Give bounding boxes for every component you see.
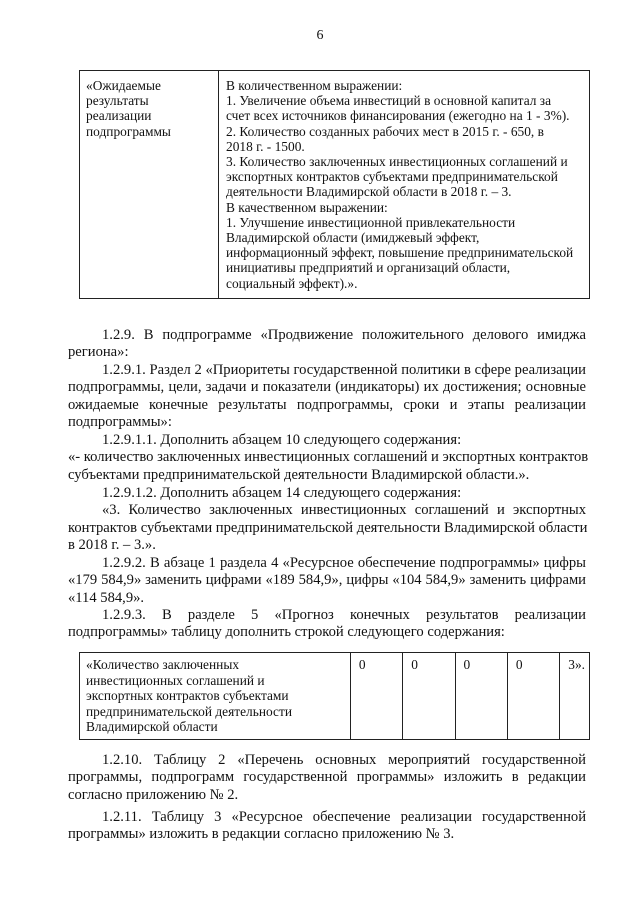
content-line: В качественном выражении: (226, 199, 388, 215)
paragraph-1-2-10 (68, 752, 586, 804)
paragraph-line: контрактов субъектами предпринимательской деятельности Владимирской области (68, 519, 588, 536)
expected-results-content-cell (219, 71, 590, 299)
paragraph-1-2-11 (68, 809, 586, 844)
paragraph-1-2-9-1 (68, 362, 586, 432)
paragraph-line: программы, подпрограмм государственной программы» изложить в редакции (68, 769, 586, 786)
paragraph-line: 1.2.11. Таблицу 3 «Ресурсное обеспечение реализации государственной (102, 809, 586, 825)
paragraph-line: «- количество заключенных инвестиционных соглашений и экспортных контрактов (68, 449, 589, 466)
content-line: экспортных контрактов субъектами предпринимательской (226, 169, 558, 185)
content-line: инициативы предприятий и организаций области, (226, 260, 511, 276)
content-line: 2018 г. - 1500. (226, 138, 305, 154)
paragraph-1-2-9 (68, 327, 586, 362)
indicator-line: экспортных контрактов субъектами (86, 688, 289, 704)
paragraph-1-2-9-2 (68, 555, 586, 607)
paragraph-line: в 2018 г. – 3.». (68, 537, 156, 554)
paragraph-line: 1.2.9.1.2. Дополнить абзацем 14 следующего содержания: (102, 485, 462, 501)
paragraph-1-2-9-1-2 (68, 485, 586, 555)
label-line: подпрограммы (86, 123, 171, 139)
paragraph-line: 1.2.10. Таблицу 2 «Перечень основных мероприятий государственной (102, 752, 586, 768)
paragraph-line: подпрограммы, цели, задачи и показатели (индикаторы) их достижения; основные (68, 379, 586, 396)
indicator-line: предпринимательской деятельности (86, 703, 292, 719)
content-line: 2. Количество созданных рабочих мест в 2015 г. - 650, в (226, 123, 544, 139)
paragraph-line: «179 584,9» заменить цифрами «189 584,9», цифры «104 584,9» заменить цифрами (68, 572, 586, 589)
paragraph-line: согласно приложению № 2. (68, 786, 239, 803)
content-line: Владимирской области (имиджевый эффект, (226, 230, 480, 246)
value-cell: 0 (455, 653, 507, 740)
paragraph-line: 1.2.9. В подпрограмме «Продвижение положительного делового имиджа (102, 327, 586, 343)
forecast-row-table (79, 652, 590, 740)
paragraph-line: программы» изложить в редакции согласно приложению № 3. (68, 826, 455, 843)
indicator-line: инвестиционных соглашений и (86, 672, 265, 688)
indicator-line: «Количество заключенных (86, 657, 240, 672)
paragraph-line: 1.2.9.1.1. Дополнить абзацем 10 следующего содержания: (102, 432, 462, 448)
paragraph-line: 1.2.9.1. Раздел 2 «Приоритеты государственной политики в сфере реализации (102, 362, 586, 378)
paragraph-line: подпрограммы»: (68, 414, 172, 431)
content-line: В количественном выражении: (226, 78, 403, 93)
expected-results-label-cell (80, 71, 219, 299)
indicator-label-cell (80, 653, 351, 740)
label-line: результаты (86, 93, 149, 109)
content-line: 1. Увеличение объема инвестиций в основной капитал за (226, 93, 552, 109)
content-line: информационный эффект, повышение предпринимательской (226, 245, 574, 261)
content-line: 1. Улучшение инвестиционной привлекательности (226, 214, 516, 230)
paragraph-1-2-9-1-1 (68, 432, 589, 484)
content-line: деятельности Владимирской области в 2018 г. – 3. (226, 184, 512, 200)
paragraph-line: 1.2.9.3. В разделе 5 «Прогноз конечных результатов реализации (102, 607, 586, 623)
content-line: счет всех источников финансирования (ежегодно на 1 - 3%). (226, 108, 570, 124)
paragraph-1-2-9-3 (68, 607, 586, 642)
label-line: «Ожидаемые (86, 78, 161, 93)
label-line: реализации (86, 108, 152, 124)
paragraph-line: региона»: (68, 344, 129, 361)
paragraph-line: субъектами предпринимательской деятельности Владимирской области.». (68, 466, 530, 483)
value-cell: 0 (507, 653, 559, 740)
paragraph-line: «114 584,9». (68, 589, 145, 606)
paragraph-line: подпрограммы» таблицу дополнить строкой следующего содержания: (68, 624, 505, 641)
content-line: 3. Количество заключенных инвестиционных соглашений и (226, 154, 568, 170)
page-number: 6 (316, 28, 324, 43)
paragraph-line: 1.2.9.2. В абзаце 1 раздела 4 «Ресурсное обеспечение подпрограммы» цифры (102, 555, 586, 571)
indicator-line: Владимирской области (86, 719, 218, 735)
content-line: социальный эффект).». (226, 275, 358, 291)
expected-results-table (79, 70, 590, 299)
paragraph-line: «3. Количество заключенных инвестиционных соглашений и экспортных (102, 502, 586, 519)
value-cell: 3». (560, 653, 590, 740)
paragraph-line: ожидаемые конечные результаты подпрограммы, сроки и этапы реализации (68, 396, 586, 413)
value-cell: 0 (350, 653, 402, 740)
value-cell: 0 (403, 653, 455, 740)
